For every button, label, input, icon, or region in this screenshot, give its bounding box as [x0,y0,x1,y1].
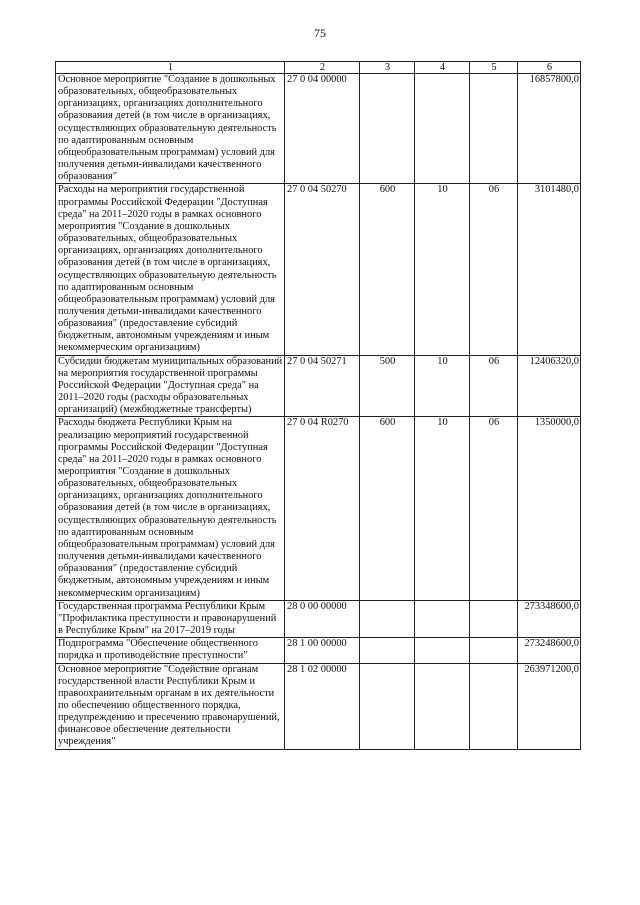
row-col5 [470,74,518,184]
row-col5 [470,638,518,663]
table-row [56,184,581,355]
row-amount: 263971200,0 [518,663,581,749]
table-row [56,355,581,417]
column-header-4: 4 [415,62,470,74]
page-number: 75 [314,26,326,40]
table-row [56,74,581,184]
row-name: Основное мероприятие "Содействие органам государственной власти Республики Крым и правоохранительным органам в их деятельности по обеспечению общественного порядка, предупреждению и пресечению правонарушений, финансовое обеспечение деятельности учреждения" [56,663,285,749]
row-col4 [415,638,470,663]
row-col4: 10 [415,184,470,355]
row-amount: 16857800,0 [518,74,581,184]
row-col4 [415,74,470,184]
row-col3 [360,74,415,184]
row-col3 [360,663,415,749]
table-row [56,417,581,600]
row-code: 27 0 04 R0270 [285,417,360,600]
row-code: 28 0 00 00000 [285,600,360,637]
row-amount: 273348600,0 [518,600,581,637]
row-code: 27 0 04 50270 [285,184,360,355]
row-code: 27 0 04 50271 [285,355,360,417]
row-col4: 10 [415,355,470,417]
table-row [56,600,581,637]
table-row [56,663,581,749]
row-col4 [415,663,470,749]
row-amount: 1350000,0 [518,417,581,600]
row-col4: 10 [415,417,470,600]
row-col5: 06 [470,417,518,600]
row-name: Государственная программа Республики Крым "Профилактика преступности и правонарушений в Республике Крым" на 2017–2019 годы [56,600,285,637]
row-col3: 500 [360,355,415,417]
row-col5: 06 [470,184,518,355]
column-header-3: 3 [360,62,415,74]
header-row [56,62,581,74]
row-col3 [360,600,415,637]
table-row [56,638,581,663]
column-header-5: 5 [470,62,518,74]
row-code: 27 0 04 00000 [285,74,360,184]
row-col3 [360,638,415,663]
row-col5 [470,663,518,749]
row-name: Субсидии бюджетам муниципальных образований на мероприятия государственной программы Российской Федерации "Доступная среда" на 2011–2020 годы (расходы образовательных организаций) (межбюджетные трансферты) [56,355,285,417]
row-col5 [470,600,518,637]
column-header-2: 2 [285,62,360,74]
row-amount: 273248600,0 [518,638,581,663]
column-header-1: 1 [56,62,285,74]
row-name: Подпрограмма "Обеспечение общественного порядка и противодействие преступности" [56,638,285,663]
row-col4 [415,600,470,637]
row-amount: 3101480,0 [518,184,581,355]
row-code: 28 1 02 00000 [285,663,360,749]
budget-table [55,61,581,750]
row-col3: 600 [360,184,415,355]
row-col5: 06 [470,355,518,417]
row-amount: 12406320,0 [518,355,581,417]
row-name: Основное мероприятие "Создание в дошкольных образовательных, общеобразовательных организациях, организациях дополнительного образования детей (в том числе в организациях, осуществляющих образовательную деятельность по адаптированным основным общеобразовательным программам) условий для получения детьми-инвалидами качественного образования" [56,74,285,184]
row-code: 28 1 00 00000 [285,638,360,663]
column-header-6: 6 [518,62,581,74]
row-name: Расходы бюджета Республики Крым на реализацию мероприятий государственной программы Российской Федерации "Доступная среда" на 2011–2020 годы в рамках основного мероприятия "Создание в дошкольных образовательных, общеобразовательных организациях, организациях дополнительного образования детей (в том числе в организациях, осуществляющих образовательную деятельность по адаптированным основным общеобразовательным программам) условий для получения детьми-инвалидами качественного образования" (предоставление субсидий бюджетным, автономным учреждениям и иным некоммерческим организациям) [56,417,285,600]
row-col3: 600 [360,417,415,600]
row-name: Расходы на мероприятия государственной программы Российской Федерации "Доступная среда" на 2011–2020 годы в рамках основного мероприятия "Создание в дошкольных образовательных, общеобразовательных организациях, организациях дополнительного образования детей (в том числе в организациях, осуществляющих образовательную деятельность по адаптированным основным общеобразовательным программам) условий для получения детьми-инвалидами качественного образования" (предоставление субсидий бюджетным, автономным учреждениям и иным некоммерческим организациям) [56,184,285,355]
